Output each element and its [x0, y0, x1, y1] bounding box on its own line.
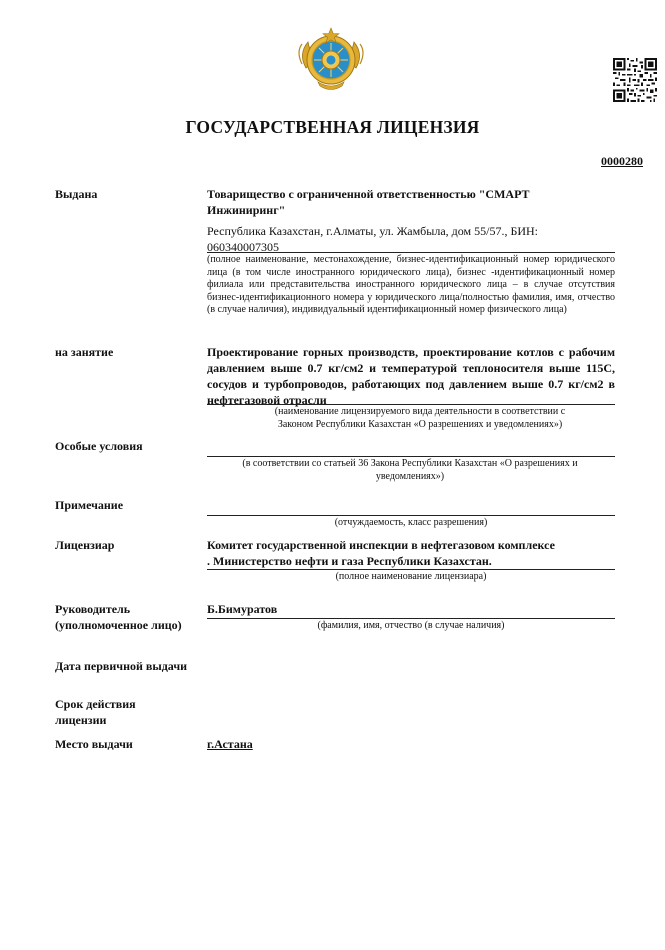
issued-to-address: Республика Казахстан, г.Алматы, ул. Жамбыла, дом 55/57., БИН: 060340007305	[207, 224, 539, 254]
licensor-label: Лицензиар	[55, 538, 115, 552]
issued-to-label: Выдана	[55, 187, 98, 201]
head-underline	[207, 618, 615, 619]
special-conditions-note: (в соответствии со статьей 36 Закона Республики Казахстан «О разрешениях и уведомлениях»)	[242, 458, 578, 482]
license-number: 0000280	[601, 154, 643, 168]
head-note: (фамилия, имя, отчество (в случае наличия)	[317, 620, 505, 631]
first-issue-date-label: Дата первичной выдачи	[55, 659, 188, 673]
head-value: Б.Бимуратов	[207, 602, 278, 616]
issued-to-name-line1: Товарищество с ограниченной ответственностью "СМАРТ	[207, 187, 530, 201]
head-label-line1: Руководитель	[55, 602, 131, 616]
issued-to-note: (полное наименование, местонахождение, бизнес-идентификационный номер юридического лица (в том числе иностранного юридического лица), бизнес -идентификационный номер филиала или представительства иностранного юридического лица – в случае отсутствия бизнес-идентификационного номера у юридического лица/полностью фамилия, имя, отчество (в случае наличия), индивидуальный идентификационный номер физического лица)	[207, 254, 615, 315]
document-title: ГОСУДАРСТВЕННАЯ ЛИЦЕНЗИЯ	[185, 117, 480, 137]
issued-to-underline	[207, 252, 615, 253]
place-value: г.Астана	[207, 737, 253, 751]
licensor-value-line1: Комитет государственной инспекции в нефтегазовом комплексе	[207, 538, 555, 552]
licensor-note: (полное наименование лицензиара)	[335, 571, 487, 582]
head-label-line2: (уполномоченное лицо)	[55, 618, 182, 632]
remark-underline	[207, 515, 615, 516]
special-conditions-label: Особые условия	[55, 439, 143, 453]
activity-underline	[207, 404, 615, 405]
remark-label: Примечание	[55, 498, 124, 512]
qr-code	[613, 58, 657, 102]
state-emblem	[296, 24, 366, 94]
activity-value: Проектирование горных производств, проектирование котлов с рабочим давлением выше 0.7 кг/см2 и температурой теплоносителя выше 115С, сосудов и турбопроводов, работающих под давлением выше 0.7 кг/см2 в нефтегазовой отрасли	[207, 345, 615, 407]
licensor-value-line2: . Министерство нефти и газа Республики Казахстан.	[207, 554, 492, 568]
activity-label: на занятие	[55, 345, 114, 359]
special-conditions-underline	[207, 456, 615, 457]
activity-note: (наименование лицензируемого вида деятельности в соответствии с Законом Республики Казахстан «О разрешениях и уведомлениях»)	[274, 406, 566, 430]
place-label: Место выдачи	[55, 737, 133, 751]
validity-label-line2: лицензии	[55, 713, 107, 727]
licensor-underline	[207, 569, 615, 570]
remark-note: (отчуждаемость, класс разрешения)	[334, 517, 488, 528]
validity-label-line1: Срок действия	[55, 697, 136, 711]
issued-to-name-line2: Инжиниринг"	[207, 203, 286, 217]
